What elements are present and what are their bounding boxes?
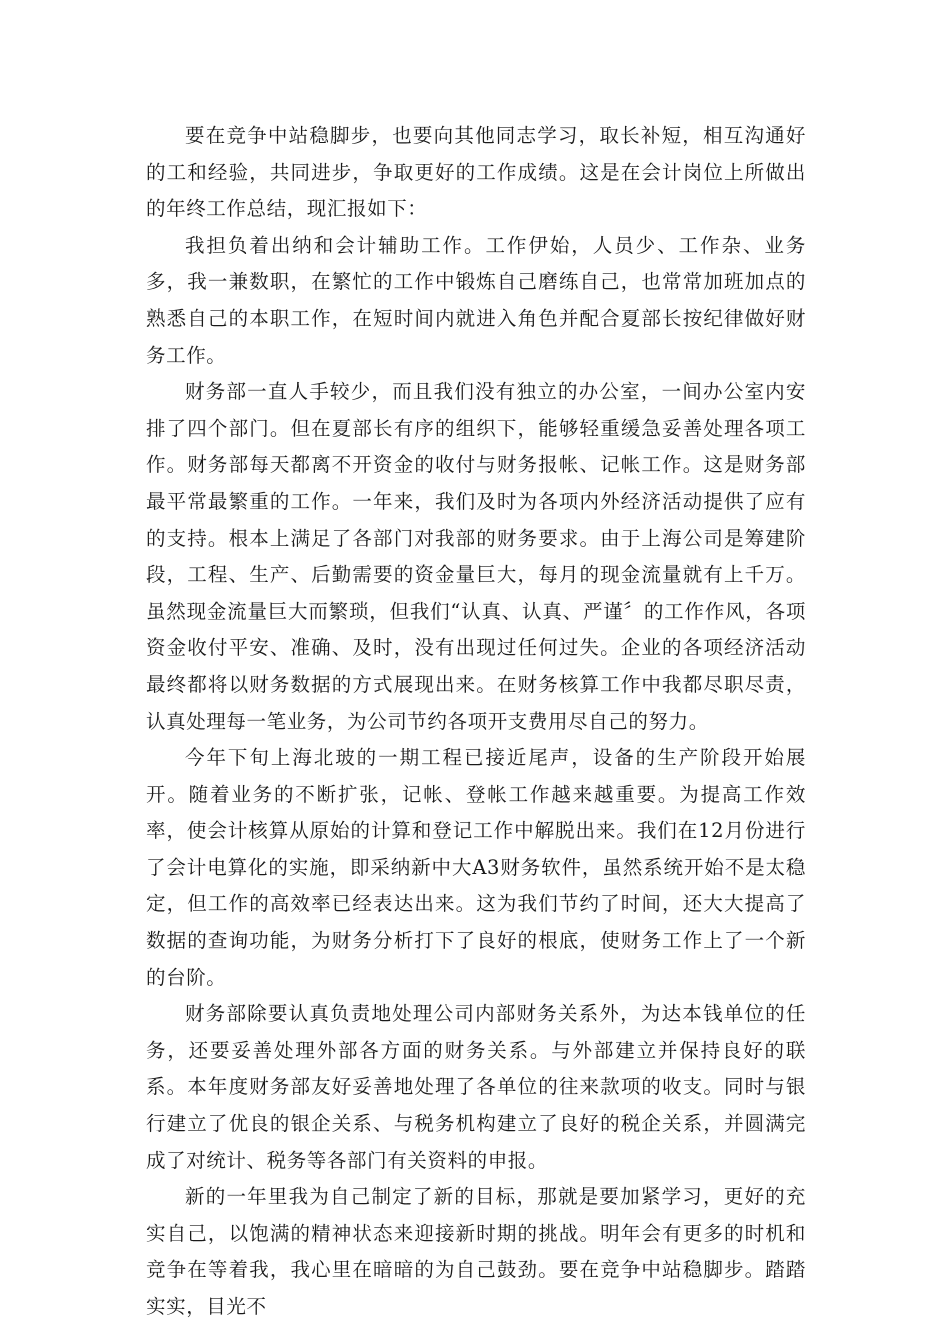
paragraph: 要在竞争中站稳脚步，也要向其他同志学习，取长补短，相互沟通好的工和经验，共同进步，争取更好的工作成绩。这是在会计岗位上所做出的年终工作总结，现汇报如下： [146,124,806,221]
paragraph: 财务部一直人手较少，而且我们没有独立的办公室，一间办公室内安排了四个部门。但在夏部长有序的组织下，能够轻重缓急妥善处理各项工作。财务部每天都离不开资金的收付与财务报帐、记帐工作。这是财务部最平常最繁重的工作。一年来，我们及时为各项内外经济活动提供了应有的支持。根本上满足了各部门对我部的财务要求。由于上海公司是筹建阶段，工程、生产、后勤需要的资金量巨大，每月的现金流量就有上千万。虽然现金流量巨大而繁琐，但我们“认真、认真、严谨〞的工作作风，各项资金收付平安、准确、及时，没有出现过任何过失。企业的各项经济活动最终都将以财务数据的方式展现出来。在财务核算工作中我都尽职尽责，认真处理每一笔业务，为公司节约各项开支费用尽自己的努力。 [146,380,806,733]
paragraph: 今年下旬上海北玻的一期工程已接近尾声，设备的生产阶段开始展开。随着业务的不断扩张，记帐、登帐工作越来越重要。为提高工作效率，使会计核算从原始的计算和登记工作中解脱出来。我们在12月份进行了会计电算化的实施，即采纳新中大A3财务软件，虽然系统开始不是太稳定，但工作的高效率已经表达出来。这为我们节约了时间，还大大提高了数据的查询功能，为财务分析打下了良好的根底，使财务工作上了一个新的台阶。 [146,746,806,989]
document-body [146,118,806,1326]
paragraph: 新的一年里我为自己制定了新的目标，那就是要加紧学习，更好的充实自己，以饱满的精神状态来迎接新时期的挑战。明年会有更多的时机和竞争在等着我，我心里在暗暗的为自己鼓劲。要在竞争中站稳脚步。踏踏实实，目光不 [146,1185,806,1318]
paragraph: 我担负着出纳和会计辅助工作。工作伊始，人员少、工作杂、业务多，我一兼数职，在繁忙的工作中锻炼自己磨练自己，也常常加班加点的熟悉自己的本职工作，在短时间内就进入角色并配合夏部长按纪律做好财务工作。 [146,233,806,367]
paragraph: 财务部除要认真负责地处理公司内部财务关系外，为达本钱单位的任务，还要妥善处理外部各方面的财务关系。与外部建立并保持良好的联系。本年度财务部友好妥善地处理了各单位的往来款项的收支。同时与银行建立了优良的银企关系、与税务机构建立了良好的税企关系，并圆满完成了对统计、税务等各部门有关资料的申报。 [146,1002,806,1172]
